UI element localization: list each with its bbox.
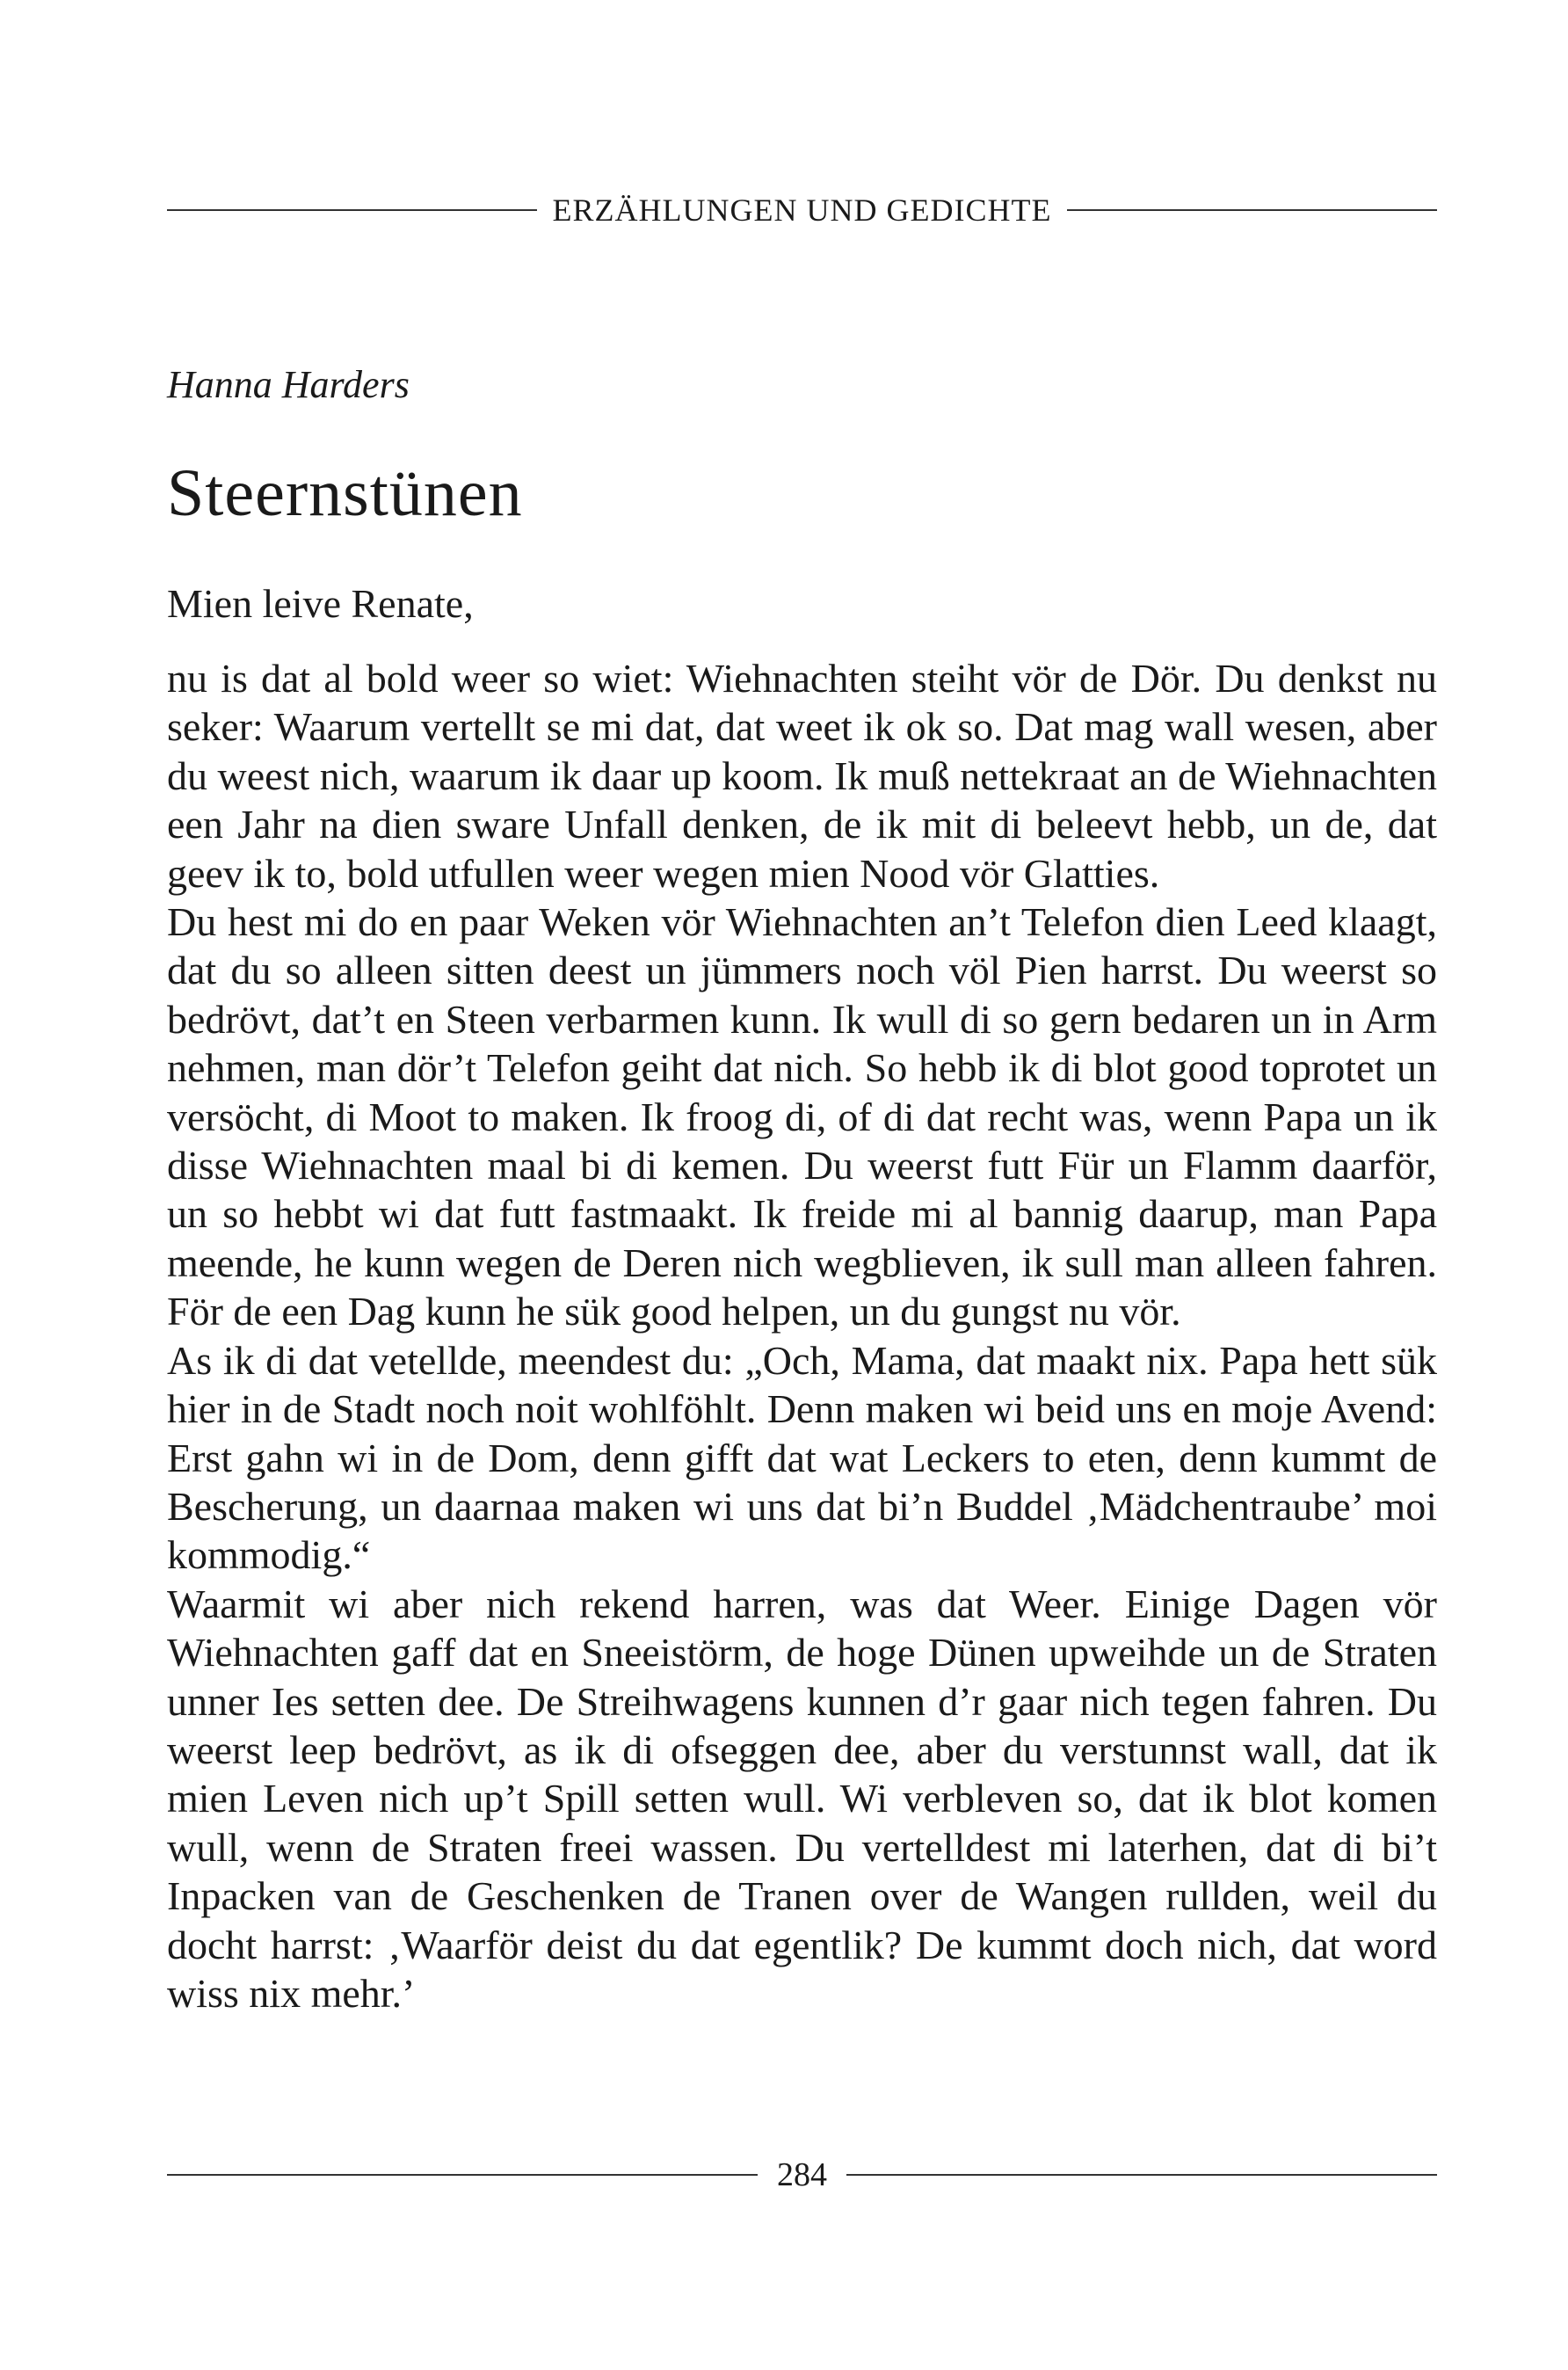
paragraph: Du hest mi do en paar Weken vör Wiehnachten an’t Telefon dien Leed klaagt, dat du so alleen sitten deest un jümmers noch völ Pien harrst. Du weerst so bedrövt, dat’t en Steen verbarmen kunn. Ik wull di so gern bedaren un in Arm nehmen, man dör’t Telefon geiht dat nich. So hebb ik di blot good toprotet un versöcht, di Moot to maken. Ik froog di, of di dat recht was, wenn Papa un ik disse Wiehnachten maal bi di kemen. Du weerst futt Für un Flamm daarför, un so hebbt wi dat futt fastmaakt. Ik freide mi al bannig daarup, man Papa meende, he kunn wegen de Deren nich wegblieven, ik sull man alleen fahren. För de een Dag kunn he sük good helpen, un du gungst nu vör. [167,899,1437,1334]
header-rule-left [167,209,537,211]
running-title: ERZÄHLUNGEN UND GEDICHTE [552,193,1052,228]
paragraph: Waarmit wi aber nich rekend harren, was dat Weer. Einige Dagen vör Wiehnachten gaff dat en Sneeistörm, de hoge Dünen upweihde un de Straten unner Ies setten dee. De Streihwagens kunnen d’r gaar nich tegen fahren. Du weerst leep bedrövt, as ik di ofseggen dee, aber du verstunnst wall, dat ik mien Leven nich up’t Spill setten wull. Wi verbleven so, dat ik blot komen wull, wenn de Straten freei wassen. Du vertelldest mi laterhen, dat di bi’t Inpacken van de Geschenken de Tranen over de Wangen rullden, weil du docht harrst: ‚Waarför deist du dat egentlik? De kummt doch nich, dat word wiss nix mehr.’ [167,1581,1437,2016]
footer-rule-left [167,2174,758,2176]
paragraph: nu is dat al bold weer so wiet: Wiehnachten steiht vör de Dör. Du denkst nu seker: Waarum vertellt se mi dat, dat weet ik ok so. Dat mag wall wesen, aber du weest nich, waarum ik daar up koom. Ik muß nettekraat an de Wiehnachten een Jahr na dien sware Unfall denken, de ik mit di beleevt hebb, un de, dat geev ik to, bold utfullen weer wegen mien Nood vör Glatties. [167,656,1437,896]
salutation: Mien leive Renate, [167,581,474,626]
body-text [167,654,1437,2017]
running-head [167,192,1437,229]
page-footer [167,2156,1437,2194]
author-name: Hanna Harders [167,363,410,406]
page-number: 284 [777,2156,827,2193]
paragraph: As ik di dat vetellde, meendest du: „Och, Mama, dat maakt nix. Papa hett sük hier in de Stadt noch noit wohlföhlt. Denn maken wi beid uns en moje Avend: Erst gahn wi in de Dom, denn gifft dat wat Leckers to eten, denn kummt de Bescherung, un daarnaa maken wi uns dat bi’n Buddel ‚Mädchentraube’ moi kommodig.“ [167,1337,1437,1578]
header-rule-right [1067,209,1437,211]
footer-rule-right [846,2174,1437,2176]
story-title: Steernstünen [167,456,523,530]
